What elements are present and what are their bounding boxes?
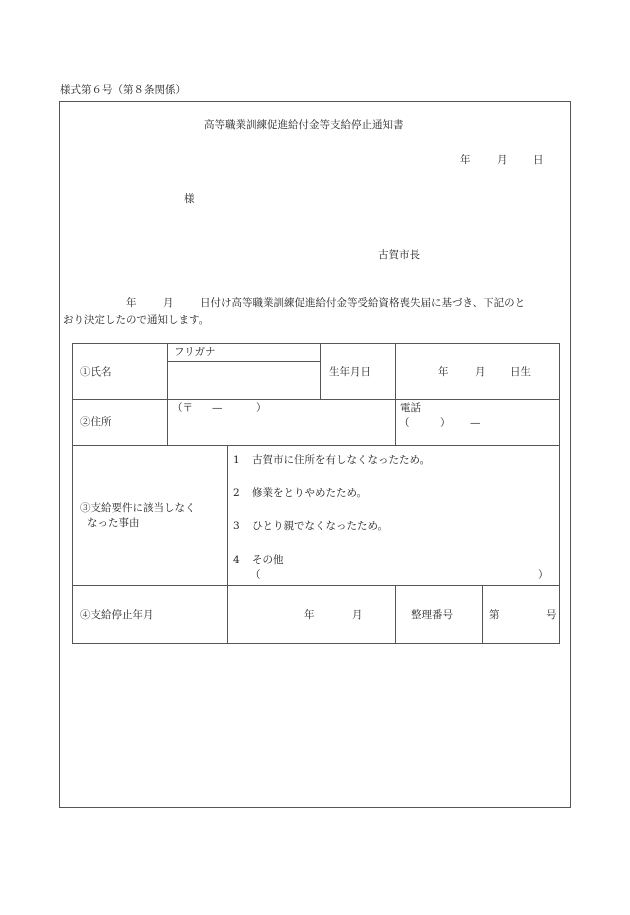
birthdate-month: 月 bbox=[475, 366, 486, 378]
address-value-cell[interactable] bbox=[168, 400, 396, 446]
birthdate-label-cell bbox=[321, 344, 396, 400]
notice-body-year: 年 bbox=[126, 297, 137, 309]
ref-number-value-cell[interactable] bbox=[483, 586, 560, 644]
postal-prefix: （〒 bbox=[172, 402, 193, 414]
address-row bbox=[73, 400, 560, 446]
name-value-cell[interactable] bbox=[168, 362, 321, 400]
issue-date-month: 月 bbox=[497, 154, 508, 166]
form-number-label: 様式第６号（第８条関係） bbox=[60, 84, 186, 96]
stop-date-month: 月 bbox=[352, 609, 363, 621]
reason-item-number: 4 bbox=[233, 554, 240, 566]
birthdate-value-cell[interactable] bbox=[396, 344, 560, 400]
stop-date-label: ④支給停止年月 bbox=[80, 609, 154, 621]
notice-body-month: 月 bbox=[163, 297, 174, 309]
document-title: 高等職業訓練促進給付金等支給停止通知書 bbox=[204, 119, 404, 131]
reason-item-text: ひとり親でなくなったため。 bbox=[252, 520, 389, 532]
name-row-top bbox=[73, 344, 560, 362]
ref-number-label: 整理番号 bbox=[411, 609, 453, 621]
stop-date-year: 年 bbox=[304, 609, 315, 621]
birthdate-day: 日生 bbox=[510, 366, 531, 378]
ref-number-prefix: 第 bbox=[489, 609, 500, 621]
name-label-cell bbox=[73, 344, 168, 400]
phone-label: 電話 bbox=[400, 402, 421, 414]
issuer-name: 古賀市長 bbox=[378, 249, 420, 261]
reason-item-text: その他 bbox=[252, 554, 284, 566]
name-label: ①氏名 bbox=[80, 366, 112, 378]
notice-body-line1: 日付け高等職業訓練促進給付金等受給資格喪失届に基づき、下記のと bbox=[200, 297, 526, 309]
ref-number-suffix: 号 bbox=[546, 609, 557, 621]
reason-row bbox=[73, 446, 560, 586]
reason-other-open: （ bbox=[250, 569, 261, 581]
reason-label-line2: なった事由 bbox=[87, 517, 140, 529]
address-label: ②住所 bbox=[80, 416, 112, 428]
postal-dash: — bbox=[212, 402, 223, 414]
birthdate-year: 年 bbox=[438, 366, 449, 378]
reason-item-number: 1 bbox=[233, 454, 240, 466]
stop-date-label-cell bbox=[73, 586, 228, 644]
phone-close: ） bbox=[440, 417, 451, 429]
reason-item-text: 修業をとりやめたため。 bbox=[252, 487, 368, 499]
postal-close: ） bbox=[256, 402, 267, 414]
reason-item-text: 古賀市に住所を有しなくなったため。 bbox=[252, 454, 431, 466]
phone-dash: — bbox=[470, 417, 481, 429]
phone-cell[interactable] bbox=[396, 400, 560, 446]
notice-body-line2: おり決定したので通知します。 bbox=[63, 314, 210, 326]
reason-item-number: 3 bbox=[233, 520, 240, 532]
recipient-suffix: 様 bbox=[184, 193, 195, 205]
reason-options-cell bbox=[228, 446, 560, 586]
phone-open: （ bbox=[399, 417, 410, 429]
stop-date-row bbox=[73, 586, 560, 644]
issue-date-day: 日 bbox=[533, 154, 544, 166]
furigana-label: フリガナ bbox=[174, 346, 216, 358]
reason-label-cell bbox=[73, 446, 228, 586]
stop-date-value-cell[interactable] bbox=[228, 586, 396, 644]
address-label-cell bbox=[73, 400, 168, 446]
birthdate-label: 生年月日 bbox=[329, 366, 371, 378]
ref-number-label-cell bbox=[396, 586, 483, 644]
details-table bbox=[72, 343, 560, 644]
reason-label-line1: ③支給要件に該当しなく bbox=[80, 502, 196, 514]
issue-date-year: 年 bbox=[460, 154, 471, 166]
reason-item-number: 2 bbox=[233, 487, 240, 499]
furigana-cell[interactable] bbox=[168, 344, 321, 362]
reason-other-close: ） bbox=[538, 569, 549, 581]
